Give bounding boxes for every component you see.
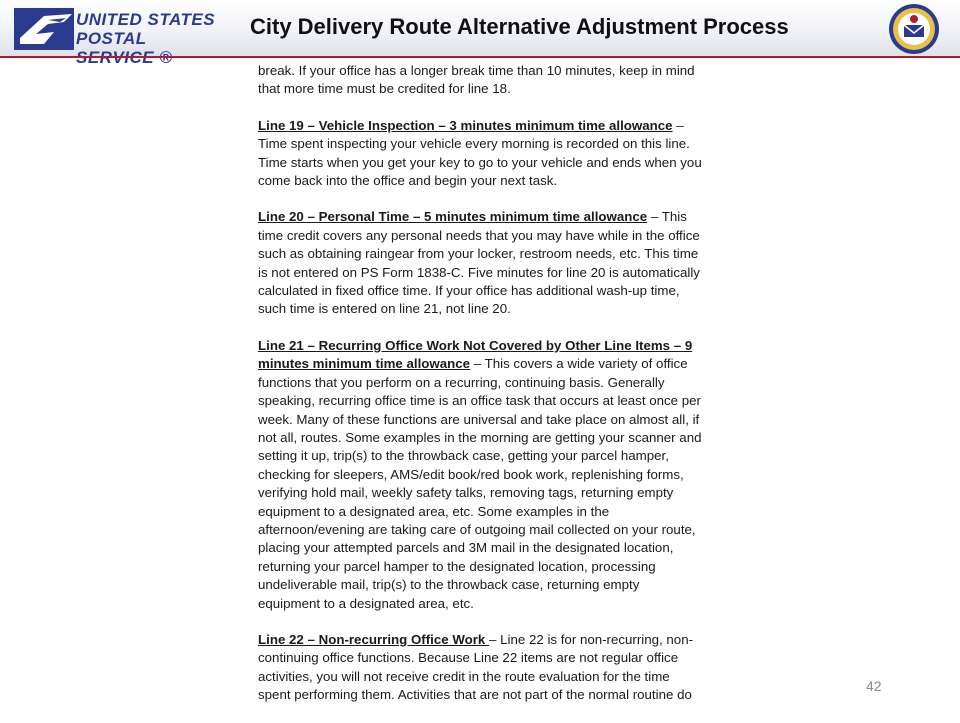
usps-logo bbox=[14, 8, 224, 50]
text-line: break. If your office has a longer break time than 10 minutes, keep in mind bbox=[258, 63, 695, 78]
text-fragment: – bbox=[672, 117, 684, 133]
line-21-heading-part-2: minutes minimum time allowance bbox=[258, 356, 471, 372]
slide-title: City Delivery Route Alternative Adjustment Process bbox=[250, 14, 789, 39]
union-seal-icon bbox=[888, 3, 940, 55]
paragraph-line-19 bbox=[258, 117, 738, 191]
text-line: placing your attempted parcels and 3M mail in the designated location, bbox=[258, 540, 674, 556]
line-20-heading: Line 20 – Personal Time – 5 minutes minimum time allowance bbox=[258, 209, 648, 225]
text-line: undeliverable mail, trip(s) to the throwback case, returning empty bbox=[258, 577, 640, 593]
text-line: Time spent inspecting your vehicle every morning is recorded on this line. bbox=[258, 136, 690, 152]
paragraph-break-note bbox=[258, 62, 738, 99]
text-line: is not entered on PS Form 1838-C. Five minutes for line 20 is automatically bbox=[258, 264, 700, 280]
logo-line-2: POSTAL bbox=[76, 29, 147, 48]
text-line: checking for sleepers, AMS/edit book/red book work, replenishing forms, bbox=[258, 466, 684, 482]
text-fragment: – This covers a wide variety of office bbox=[470, 356, 688, 372]
paragraph-line-21 bbox=[258, 337, 738, 613]
line-22-heading: Line 22 – Non-recurring Office Work bbox=[258, 631, 490, 647]
eagle-icon bbox=[14, 8, 74, 50]
line-19-heading-row bbox=[258, 117, 738, 135]
text-line: functions that you perform on a recurring, continuing basis. Generally bbox=[258, 374, 665, 390]
page-number: 42 bbox=[866, 678, 882, 694]
slide-header bbox=[0, 0, 960, 56]
text-line: continuing office functions. Because Line 22 items are not regular office bbox=[258, 650, 679, 666]
text-line: come back into the office and begin your next task. bbox=[258, 173, 558, 189]
text-line: Time starts when you get your key to go to your vehicle and ends when you bbox=[258, 154, 702, 170]
text-fragment: – Line 22 is for non-recurring, non- bbox=[489, 631, 694, 647]
text-line: spent performing them. Activities that are not part of the normal routine do bbox=[258, 687, 692, 703]
paragraph-line-20 bbox=[258, 208, 738, 318]
text-line: that more time must be credited for line 18. bbox=[258, 81, 511, 97]
line-22-heading-row bbox=[258, 631, 738, 649]
text-line: activities, you will not receive credit in the route evaluation for the time bbox=[258, 668, 670, 684]
text-line: time credit covers any personal needs that you may have while in the office bbox=[258, 227, 700, 243]
text-line: equipment to a designated area, etc. bbox=[258, 595, 474, 611]
text-line: afternoon/evening are taking care of outgoing mail collected on your route, bbox=[258, 521, 696, 537]
paragraph-line-22 bbox=[258, 631, 738, 705]
text-line: setting it up, trip(s) to the throwback case, getting your parcel hamper, bbox=[258, 448, 669, 464]
text-line: such time is entered on line 21, not line 20. bbox=[258, 301, 511, 317]
document-page bbox=[258, 62, 738, 723]
header-rule bbox=[0, 56, 960, 58]
text-line: not all, routes. Some examples in the morning are getting your scanner and bbox=[258, 429, 702, 445]
text-line: equipment to a designated area, etc. Some examples in the bbox=[258, 503, 610, 519]
text-line: week. Many of these functions are universal and take place on almost all, if bbox=[258, 411, 700, 427]
text-line: speaking, recurring office time is an office task that occurs at least once per bbox=[258, 393, 701, 409]
line-21-heading-row-1 bbox=[258, 337, 738, 355]
line-21-heading-row-2 bbox=[258, 355, 738, 373]
line-19-heading: Line 19 – Vehicle Inspection – 3 minutes minimum time allowance bbox=[258, 117, 673, 133]
text-fragment: – This bbox=[647, 209, 687, 225]
text-line: such as obtaining raingear from your locker, restroom needs, etc. This time bbox=[258, 246, 699, 262]
usps-wordmark bbox=[76, 10, 224, 67]
logo-line-1: UNITED STATES bbox=[76, 10, 216, 29]
text-line: calculated in fixed office time. If your office has additional wash-up time, bbox=[258, 283, 680, 299]
text-line: returning your parcel hamper to the designated location, processing bbox=[258, 558, 656, 574]
text-line: verifying hold mail, weekly safety talks, removing tags, returning empty bbox=[258, 485, 674, 501]
line-21-heading-part-1: Line 21 – Recurring Office Work Not Covered by Other Line Items – 9 bbox=[258, 337, 693, 353]
line-20-heading-row bbox=[258, 208, 738, 226]
